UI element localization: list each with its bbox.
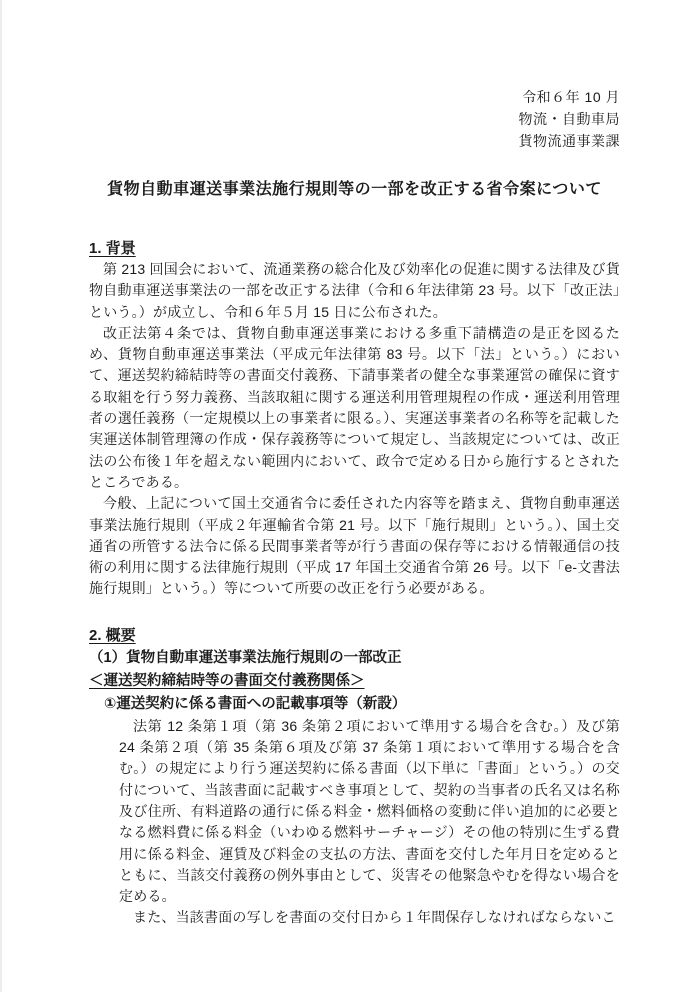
header-date: 令和６年 10 月 (522, 89, 620, 105)
background-paragraph-1: 第 213 回国会において、流通業務の総合化及び効率化の促進に関する法律及び貨物自動車運送事業法の一部を改正する法律（令和６年法律第 23 号。以下「改正法」という。）が成立し、令和６年５月 15 日に公布された。 (89, 261, 620, 320)
section-2-heading (89, 624, 620, 647)
header-org-bureau: 物流・自動車局 (518, 111, 620, 127)
background-paragraph-2: 改正法第４条では、貨物自動車運送事業における多重下請構造の是正を図るため、貨物自動車運送事業法（平成元年法律第 83 号。以下「法」という。）において、運送契約締結時等の書面交付義務、下請事業者の健全な事業運営の確保に資する取組を行う努力義務、当該取組に関する運送利用管理規程の作成・運送利用管理者の選任義務（一定規模以上の事業者に限る。）、実運送事業者の名称等を記載した実運送体制管理簿の作成・保存義務等について規定し、当該規定については、改正法の公布後１年を超えない範囲内において、政令で定める日から施行するとされたところである。 (89, 324, 620, 490)
item-1-paragraph-1: 法第 12 条第１項（第 36 条第２項において準用する場合を含む。）及び第 24 条第２項（第 35 条第６項及び第 37 条第１項において準用する場合を含む。）の規定により行う運送契約に係る書面（以下単に「書面」という。）の交付について、当該書面に記載すべき事項として、契約の当事者の氏名又は名称及び住所、有料道路の通行に係る料金・燃料価格の変動に伴い追加的に必要となる燃料費に係る料金（いわゆる燃料サーチャージ）その他の特別に生ずる費用に係る料金、運賃及び料金の支払の方法、書面を交付した年月日を定めるとともに、当該交付義務の例外事由として、災害その他緊急やむを得ない場合を定める。 (119, 717, 620, 905)
section-2-heading-text: 2. 概要 (89, 626, 136, 644)
document-header-block (89, 86, 620, 152)
section-2-bracket-heading-text: ＜運送契約締結時等の書面交付義務関係＞ (89, 672, 365, 689)
section-2-sub-heading: （1）貨物自動車運送事業法施行規則の一部改正 (89, 649, 402, 666)
item-1-body (119, 716, 620, 929)
section-2-bracket-heading (89, 670, 620, 693)
header-org-division: 貨物流通事業課 (518, 133, 620, 149)
background-paragraph-3: 今般、上記について国土交通省令に委任された内容等を踏まえ、貨物自動車運送事業法施行規則（平成２年運輸省令第 21 号。以下「施行規則」という。）、国土交通省の所管する法令に係る民間事業者等が行う書面の保存等における情報通信の技術の利用に関する法律施行規則（平成 17 年国土交通省令第 26 号。以下「e-文書法施行規則」という。）等について所要の改正を行う必要がある。 (89, 495, 620, 597)
document-title: 貨物自動車運送事業法施行規則等の一部を改正する省令案について (107, 181, 602, 198)
item-1-paragraph-2: また、当該書面の写しを書面の交付日から１年間保存しなければならないこ (133, 909, 616, 926)
document-content (2, 0, 700, 929)
item-1-heading: ①運送契約に係る書面への記載事項等（新設） (104, 695, 407, 712)
section-1-heading-text: 1. 背景 (89, 240, 136, 257)
section-1-heading (89, 238, 620, 259)
